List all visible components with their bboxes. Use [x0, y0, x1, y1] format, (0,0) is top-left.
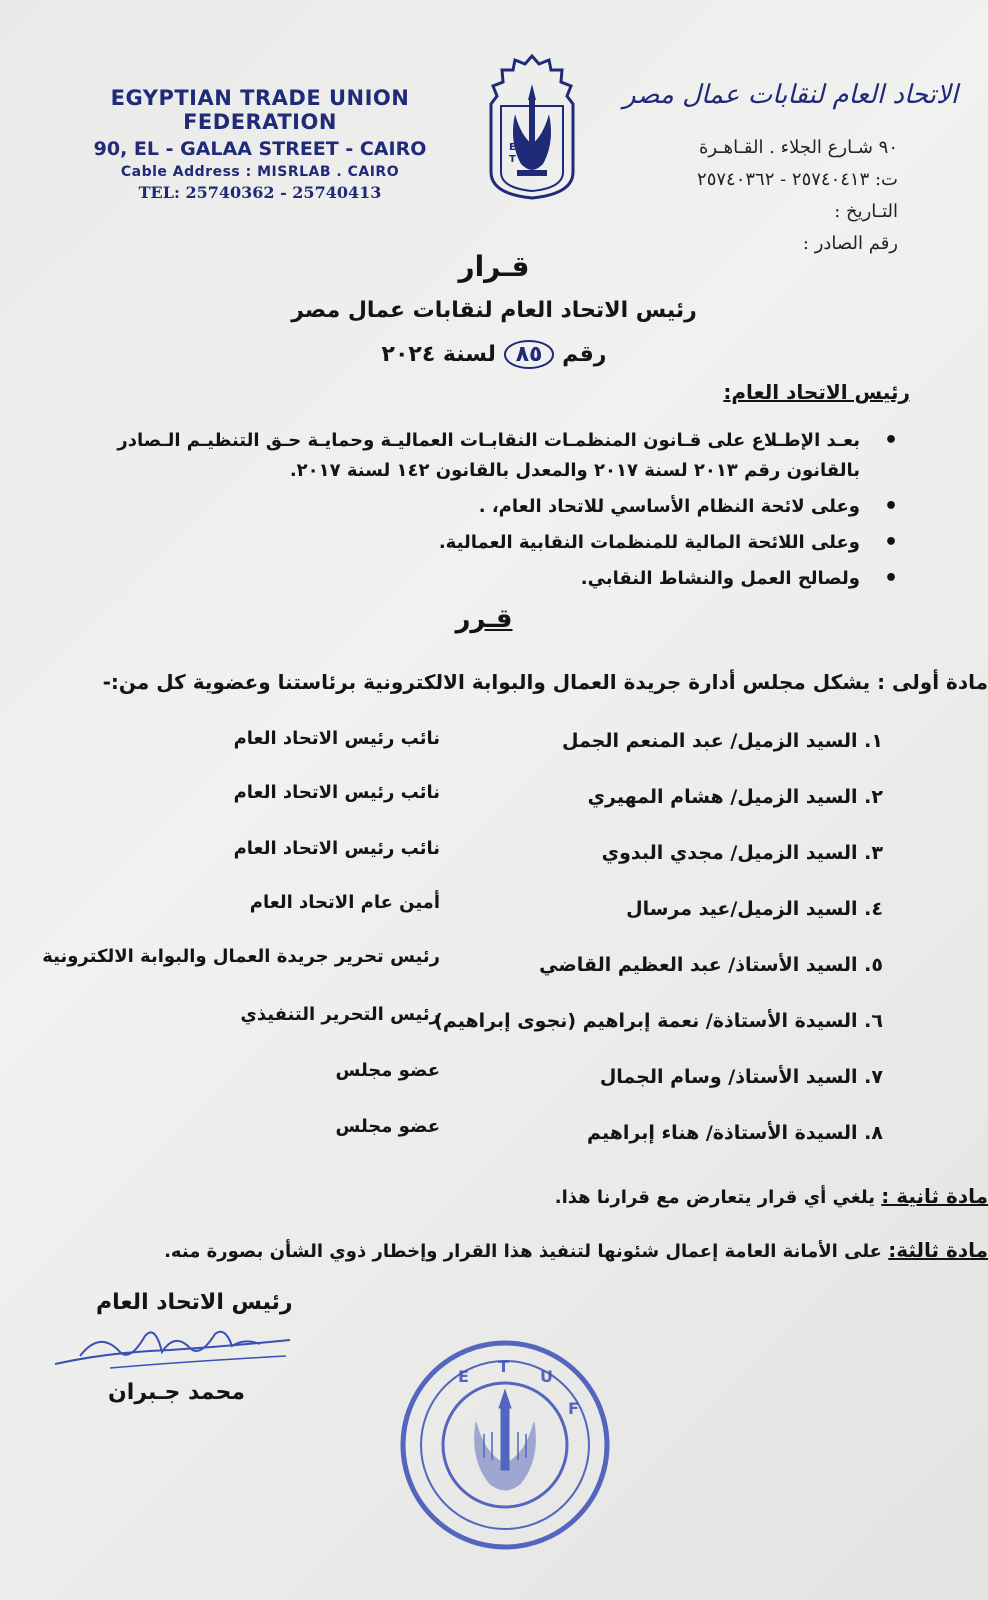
phone-ar: ت: ٢٥٧٤٠٤١٣ - ٢٥٧٤٠٣٦٢: [697, 169, 898, 190]
member-role: أمين عام الاتحاد العام: [249, 892, 440, 913]
member-name: ٤. السيد الزميل/عيد مرسال: [626, 898, 883, 920]
article-2: [555, 1184, 988, 1208]
org-name-ar: الاتحاد العام لنقابات عمال مصر: [623, 80, 958, 110]
decree-number-suffix: لسنة ٢٠٢٤: [381, 342, 496, 367]
cable-address-en: Cable Address : MISRLAB . CAIRO: [120, 164, 400, 180]
signature-icon: [50, 1322, 300, 1372]
svg-text:E: E: [458, 1367, 469, 1386]
preamble-item: • وعلى لائحة النظام الأساسي للاتحاد العام، .: [68, 492, 868, 522]
member-name: ٧. السيد الأستاذ/ وسام الجمال: [599, 1066, 883, 1088]
letterhead-arabic: [623, 80, 958, 110]
decree-number-value: ٨٥: [504, 340, 555, 369]
signatory-title: رئيس الاتحاد العام: [96, 1290, 293, 1315]
decree-number-prefix: رقم: [562, 342, 607, 367]
svg-text:U: U: [540, 1367, 553, 1386]
article-1-text: يشكل مجلس أدارة جريدة العمال والبوابة الالكترونية برئاستنا وعضوية كل من:-: [102, 670, 871, 694]
member-name: ٨. السيدة الأستاذة/ هناء إبراهيم: [587, 1122, 883, 1144]
member-role: نائب رئيس الاتحاد العام: [233, 782, 440, 803]
member-role: عضو مجلس: [335, 1116, 440, 1137]
letterhead-english: [40, 86, 480, 202]
decree-number: [0, 340, 988, 369]
article-3: [164, 1238, 988, 1262]
article-2-label: مادة ثانية :: [881, 1184, 988, 1208]
decree-subheading: رئيس الاتحاد العام لنقابات عمال مصر: [291, 298, 697, 323]
member-role: رئيس التحرير التنفيذي: [240, 1004, 440, 1025]
member-name: ١. السيد الزميل/ عبد المنعم الجمل: [561, 730, 883, 752]
svg-text:T: T: [498, 1357, 509, 1376]
letterhead-arabic-info: [697, 132, 898, 260]
etuf-logo-icon: [487, 52, 577, 202]
decree-heading: قـرار: [458, 250, 530, 283]
phone-en: TEL: 25740362 - 25740413: [138, 183, 382, 202]
article-1: [103, 670, 988, 694]
article-2-text: يلغي أي قرار يتعارض مع قرارنا هذا.: [554, 1187, 875, 1208]
signatory-name: محمد جـبران: [108, 1380, 245, 1405]
official-stamp-icon: [398, 1338, 612, 1552]
date-label: التـاريخ :: [834, 201, 898, 222]
member-name: ٣. السيد الزميل/ مجدي البدوي: [601, 842, 883, 864]
preamble-item: • بعـد الإطـلاع على قـانون المنظمـات النقابـات العماليـة وحمايـة حـق التنظيـم الـصادر بالقانون رقم ٢٠١٣ لسنة ٢٠١٧ والمعدل بالقانون ١٤٢ لسنة ٢٠١٧.: [68, 426, 868, 486]
member-role: نائب رئيس الاتحاد العام: [233, 838, 440, 859]
preamble-item: • ولصالح العمل والنشاط النقابي.: [68, 564, 868, 594]
svg-text:T: T: [509, 154, 516, 165]
article-3-text: على الأمانة العامة إعمال شئونها لتنفيذ هذا القرار وإخطار ذوي الشأن بصورة منه.: [164, 1241, 882, 1262]
decided-heading: قـرر: [455, 604, 513, 634]
svg-text:F: F: [568, 1399, 579, 1418]
article-1-label: مادة أولى :: [877, 670, 988, 694]
article-3-label: مادة ثالثة:: [888, 1238, 988, 1262]
member-name: ٥. السيد الأستاذ/ عبد العظيم القاضي: [539, 954, 883, 976]
org-name-en: EGYPTIAN TRADE UNION FEDERATION: [110, 86, 410, 134]
address-ar: ٩٠ شـارع الجلاء . القـاهـرة: [698, 137, 898, 158]
preamble-item: • وعلى اللائحة المالية للمنظمات النقابية العمالية.: [68, 528, 868, 558]
member-role: رئيس تحرير جريدة العمال والبوابة الالكترونية: [42, 946, 440, 967]
ref-number-label: رقم الصادر :: [802, 233, 898, 254]
svg-text:E: E: [509, 142, 516, 153]
address-en: 90, EL - GALAA STREET - CAIRO: [93, 138, 427, 160]
member-name: ٢. السيد الزميل/ هشام المهيري: [587, 786, 883, 808]
preamble-list: [68, 426, 868, 600]
member-name: ٦. السيدة الأستاذة/ نعمة إبراهيم (نجوى إبراهيم): [434, 1010, 883, 1032]
issuer-label: رئيس الاتحاد العام:: [723, 380, 910, 404]
member-role: نائب رئيس الاتحاد العام: [233, 728, 440, 749]
member-role: عضو مجلس: [335, 1060, 440, 1081]
